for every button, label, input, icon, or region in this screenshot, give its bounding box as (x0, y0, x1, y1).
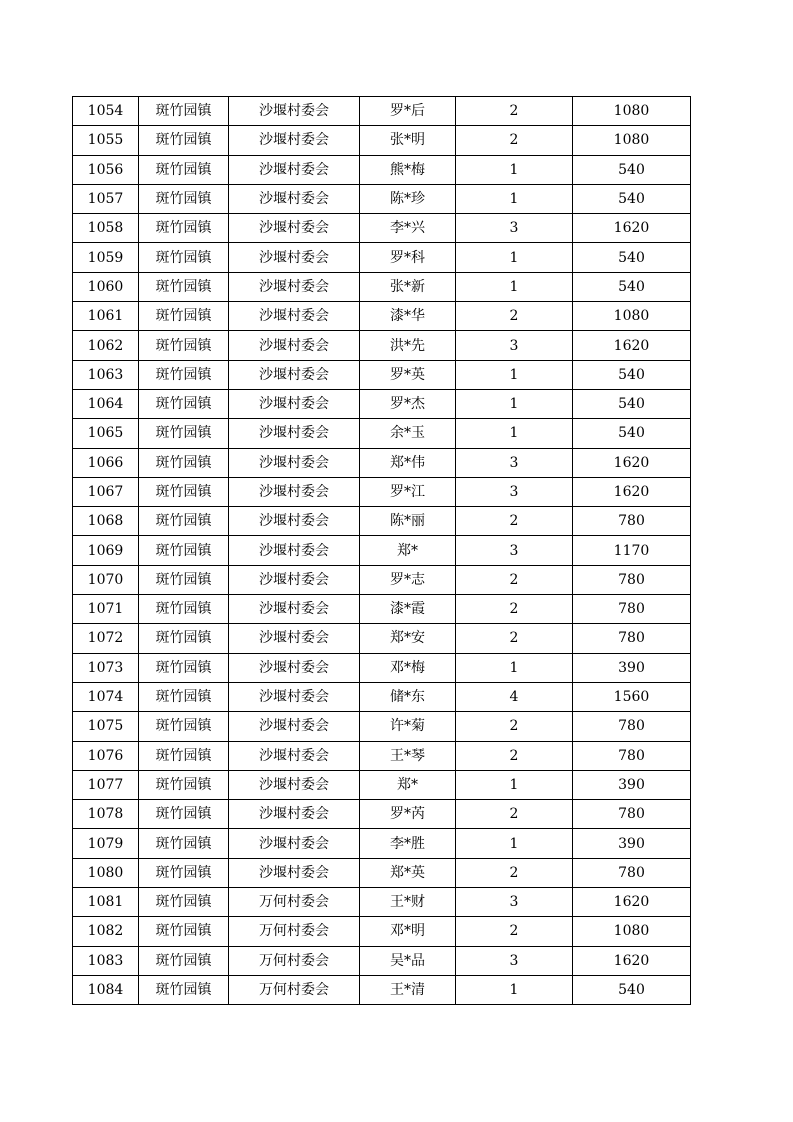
serial-number-cell: 1073 (73, 653, 139, 682)
table-row (73, 888, 691, 917)
name-cell: 熊*梅 (360, 155, 456, 184)
amount-cell: 780 (573, 858, 691, 887)
name-cell: 罗*科 (360, 243, 456, 272)
household-size-cell: 1 (456, 389, 573, 418)
table-row (73, 507, 691, 536)
name-cell: 郑*英 (360, 858, 456, 887)
amount-cell: 780 (573, 565, 691, 594)
household-size-cell: 1 (456, 360, 573, 389)
town-cell: 斑竹园镇 (139, 419, 229, 448)
amount-cell: 1080 (573, 126, 691, 155)
name-cell: 漆*华 (360, 302, 456, 331)
village-committee-cell: 沙堰村委会 (229, 800, 360, 829)
table-row (73, 975, 691, 1004)
household-size-cell: 2 (456, 624, 573, 653)
household-size-cell: 4 (456, 682, 573, 711)
amount-cell: 1620 (573, 477, 691, 506)
village-committee-cell: 沙堰村委会 (229, 243, 360, 272)
name-cell: 罗*英 (360, 360, 456, 389)
household-size-cell: 3 (456, 536, 573, 565)
village-committee-cell: 沙堰村委会 (229, 829, 360, 858)
name-cell: 罗*江 (360, 477, 456, 506)
village-committee-cell: 沙堰村委会 (229, 155, 360, 184)
amount-cell: 780 (573, 595, 691, 624)
village-committee-cell: 沙堰村委会 (229, 858, 360, 887)
amount-cell: 1560 (573, 682, 691, 711)
household-size-cell: 2 (456, 917, 573, 946)
serial-number-cell: 1056 (73, 155, 139, 184)
amount-cell: 540 (573, 975, 691, 1004)
village-committee-cell: 沙堰村委会 (229, 565, 360, 594)
table-row (73, 477, 691, 506)
village-committee-cell: 沙堰村委会 (229, 770, 360, 799)
amount-cell: 540 (573, 184, 691, 213)
household-size-cell: 1 (456, 243, 573, 272)
serial-number-cell: 1078 (73, 800, 139, 829)
household-size-cell: 3 (456, 946, 573, 975)
town-cell: 斑竹园镇 (139, 712, 229, 741)
serial-number-cell: 1082 (73, 917, 139, 946)
town-cell: 斑竹园镇 (139, 975, 229, 1004)
serial-number-cell: 1058 (73, 214, 139, 243)
table-row (73, 389, 691, 418)
village-committee-cell: 沙堰村委会 (229, 97, 360, 126)
town-cell: 斑竹园镇 (139, 595, 229, 624)
household-size-cell: 3 (456, 477, 573, 506)
amount-cell: 780 (573, 624, 691, 653)
serial-number-cell: 1070 (73, 565, 139, 594)
village-committee-cell: 沙堰村委会 (229, 331, 360, 360)
name-cell: 李*胜 (360, 829, 456, 858)
town-cell: 斑竹园镇 (139, 565, 229, 594)
town-cell: 斑竹园镇 (139, 477, 229, 506)
serial-number-cell: 1063 (73, 360, 139, 389)
household-size-cell: 2 (456, 712, 573, 741)
household-size-cell: 3 (456, 448, 573, 477)
name-cell: 罗*志 (360, 565, 456, 594)
roster-table-body (73, 97, 691, 1005)
name-cell: 陈*珍 (360, 184, 456, 213)
amount-cell: 780 (573, 712, 691, 741)
amount-cell: 540 (573, 360, 691, 389)
town-cell: 斑竹园镇 (139, 800, 229, 829)
amount-cell: 390 (573, 829, 691, 858)
household-size-cell: 2 (456, 800, 573, 829)
town-cell: 斑竹园镇 (139, 272, 229, 301)
household-size-cell: 3 (456, 888, 573, 917)
table-row (73, 360, 691, 389)
village-committee-cell: 沙堰村委会 (229, 214, 360, 243)
village-committee-cell: 沙堰村委会 (229, 272, 360, 301)
household-size-cell: 2 (456, 97, 573, 126)
serial-number-cell: 1060 (73, 272, 139, 301)
name-cell: 陈*丽 (360, 507, 456, 536)
serial-number-cell: 1074 (73, 682, 139, 711)
village-committee-cell: 万何村委会 (229, 946, 360, 975)
village-committee-cell: 沙堰村委会 (229, 477, 360, 506)
table-row (73, 653, 691, 682)
village-committee-cell: 沙堰村委会 (229, 712, 360, 741)
name-cell: 邓*明 (360, 917, 456, 946)
village-committee-cell: 沙堰村委会 (229, 448, 360, 477)
table-row (73, 126, 691, 155)
amount-cell: 540 (573, 419, 691, 448)
table-row (73, 331, 691, 360)
household-size-cell: 1 (456, 419, 573, 448)
household-size-cell: 1 (456, 653, 573, 682)
name-cell: 郑* (360, 536, 456, 565)
town-cell: 斑竹园镇 (139, 184, 229, 213)
name-cell: 张*明 (360, 126, 456, 155)
name-cell: 许*菊 (360, 712, 456, 741)
village-committee-cell: 万何村委会 (229, 888, 360, 917)
amount-cell: 780 (573, 741, 691, 770)
serial-number-cell: 1055 (73, 126, 139, 155)
name-cell: 罗*后 (360, 97, 456, 126)
roster-table (72, 96, 691, 1005)
name-cell: 郑*安 (360, 624, 456, 653)
amount-cell: 540 (573, 389, 691, 418)
table-row (73, 946, 691, 975)
town-cell: 斑竹园镇 (139, 331, 229, 360)
town-cell: 斑竹园镇 (139, 682, 229, 711)
amount-cell: 540 (573, 155, 691, 184)
name-cell: 王*财 (360, 888, 456, 917)
town-cell: 斑竹园镇 (139, 360, 229, 389)
town-cell: 斑竹园镇 (139, 917, 229, 946)
name-cell: 王*清 (360, 975, 456, 1004)
village-committee-cell: 沙堰村委会 (229, 741, 360, 770)
amount-cell: 1620 (573, 888, 691, 917)
name-cell: 李*兴 (360, 214, 456, 243)
town-cell: 斑竹园镇 (139, 536, 229, 565)
village-committee-cell: 沙堰村委会 (229, 507, 360, 536)
serial-number-cell: 1080 (73, 858, 139, 887)
village-committee-cell: 沙堰村委会 (229, 389, 360, 418)
name-cell: 吴*品 (360, 946, 456, 975)
serial-number-cell: 1072 (73, 624, 139, 653)
amount-cell: 1620 (573, 214, 691, 243)
amount-cell: 1080 (573, 302, 691, 331)
household-size-cell: 2 (456, 565, 573, 594)
serial-number-cell: 1057 (73, 184, 139, 213)
table-row (73, 419, 691, 448)
amount-cell: 1620 (573, 448, 691, 477)
serial-number-cell: 1077 (73, 770, 139, 799)
table-row (73, 595, 691, 624)
name-cell: 漆*霞 (360, 595, 456, 624)
amount-cell: 1620 (573, 946, 691, 975)
town-cell: 斑竹园镇 (139, 829, 229, 858)
serial-number-cell: 1067 (73, 477, 139, 506)
serial-number-cell: 1076 (73, 741, 139, 770)
table-row (73, 858, 691, 887)
table-row (73, 155, 691, 184)
household-size-cell: 2 (456, 595, 573, 624)
name-cell: 郑*伟 (360, 448, 456, 477)
village-committee-cell: 沙堰村委会 (229, 682, 360, 711)
serial-number-cell: 1061 (73, 302, 139, 331)
amount-cell: 780 (573, 507, 691, 536)
serial-number-cell: 1084 (73, 975, 139, 1004)
table-row (73, 770, 691, 799)
town-cell: 斑竹园镇 (139, 302, 229, 331)
amount-cell: 540 (573, 272, 691, 301)
town-cell: 斑竹园镇 (139, 946, 229, 975)
name-cell: 罗*杰 (360, 389, 456, 418)
table-row (73, 800, 691, 829)
amount-cell: 1080 (573, 97, 691, 126)
amount-cell: 1620 (573, 331, 691, 360)
serial-number-cell: 1069 (73, 536, 139, 565)
serial-number-cell: 1066 (73, 448, 139, 477)
town-cell: 斑竹园镇 (139, 653, 229, 682)
household-size-cell: 1 (456, 184, 573, 213)
village-committee-cell: 沙堰村委会 (229, 595, 360, 624)
table-row (73, 917, 691, 946)
town-cell: 斑竹园镇 (139, 448, 229, 477)
village-committee-cell: 沙堰村委会 (229, 653, 360, 682)
serial-number-cell: 1054 (73, 97, 139, 126)
serial-number-cell: 1068 (73, 507, 139, 536)
table-row (73, 184, 691, 213)
table-row (73, 302, 691, 331)
serial-number-cell: 1081 (73, 888, 139, 917)
town-cell: 斑竹园镇 (139, 243, 229, 272)
table-row (73, 448, 691, 477)
table-row (73, 272, 691, 301)
household-size-cell: 1 (456, 272, 573, 301)
household-size-cell: 1 (456, 155, 573, 184)
town-cell: 斑竹园镇 (139, 888, 229, 917)
village-committee-cell: 沙堰村委会 (229, 419, 360, 448)
town-cell: 斑竹园镇 (139, 97, 229, 126)
name-cell: 罗*芮 (360, 800, 456, 829)
household-size-cell: 2 (456, 126, 573, 155)
household-size-cell: 1 (456, 975, 573, 1004)
town-cell: 斑竹园镇 (139, 155, 229, 184)
serial-number-cell: 1062 (73, 331, 139, 360)
household-size-cell: 1 (456, 770, 573, 799)
household-size-cell: 2 (456, 302, 573, 331)
amount-cell: 390 (573, 770, 691, 799)
amount-cell: 1080 (573, 917, 691, 946)
town-cell: 斑竹园镇 (139, 770, 229, 799)
town-cell: 斑竹园镇 (139, 624, 229, 653)
name-cell: 洪*先 (360, 331, 456, 360)
name-cell: 王*琴 (360, 741, 456, 770)
amount-cell: 1170 (573, 536, 691, 565)
serial-number-cell: 1071 (73, 595, 139, 624)
name-cell: 张*新 (360, 272, 456, 301)
table-row (73, 536, 691, 565)
table-row (73, 624, 691, 653)
name-cell: 邓*梅 (360, 653, 456, 682)
household-size-cell: 2 (456, 741, 573, 770)
amount-cell: 390 (573, 653, 691, 682)
serial-number-cell: 1075 (73, 712, 139, 741)
village-committee-cell: 沙堰村委会 (229, 536, 360, 565)
town-cell: 斑竹园镇 (139, 507, 229, 536)
table-row (73, 565, 691, 594)
town-cell: 斑竹园镇 (139, 214, 229, 243)
household-size-cell: 3 (456, 331, 573, 360)
town-cell: 斑竹园镇 (139, 389, 229, 418)
serial-number-cell: 1083 (73, 946, 139, 975)
town-cell: 斑竹园镇 (139, 126, 229, 155)
town-cell: 斑竹园镇 (139, 741, 229, 770)
serial-number-cell: 1065 (73, 419, 139, 448)
name-cell: 余*玉 (360, 419, 456, 448)
household-size-cell: 3 (456, 214, 573, 243)
amount-cell: 780 (573, 800, 691, 829)
table-row (73, 682, 691, 711)
village-committee-cell: 沙堰村委会 (229, 360, 360, 389)
table-row (73, 712, 691, 741)
town-cell: 斑竹园镇 (139, 858, 229, 887)
village-committee-cell: 沙堰村委会 (229, 624, 360, 653)
table-row (73, 741, 691, 770)
name-cell: 郑* (360, 770, 456, 799)
household-size-cell: 2 (456, 858, 573, 887)
serial-number-cell: 1059 (73, 243, 139, 272)
amount-cell: 540 (573, 243, 691, 272)
village-committee-cell: 万何村委会 (229, 975, 360, 1004)
table-row (73, 97, 691, 126)
village-committee-cell: 沙堰村委会 (229, 126, 360, 155)
serial-number-cell: 1064 (73, 389, 139, 418)
table-row (73, 243, 691, 272)
table-row (73, 214, 691, 243)
household-size-cell: 2 (456, 507, 573, 536)
serial-number-cell: 1079 (73, 829, 139, 858)
village-committee-cell: 沙堰村委会 (229, 184, 360, 213)
village-committee-cell: 万何村委会 (229, 917, 360, 946)
household-size-cell: 1 (456, 829, 573, 858)
village-committee-cell: 沙堰村委会 (229, 302, 360, 331)
table-row (73, 829, 691, 858)
name-cell: 储*东 (360, 682, 456, 711)
